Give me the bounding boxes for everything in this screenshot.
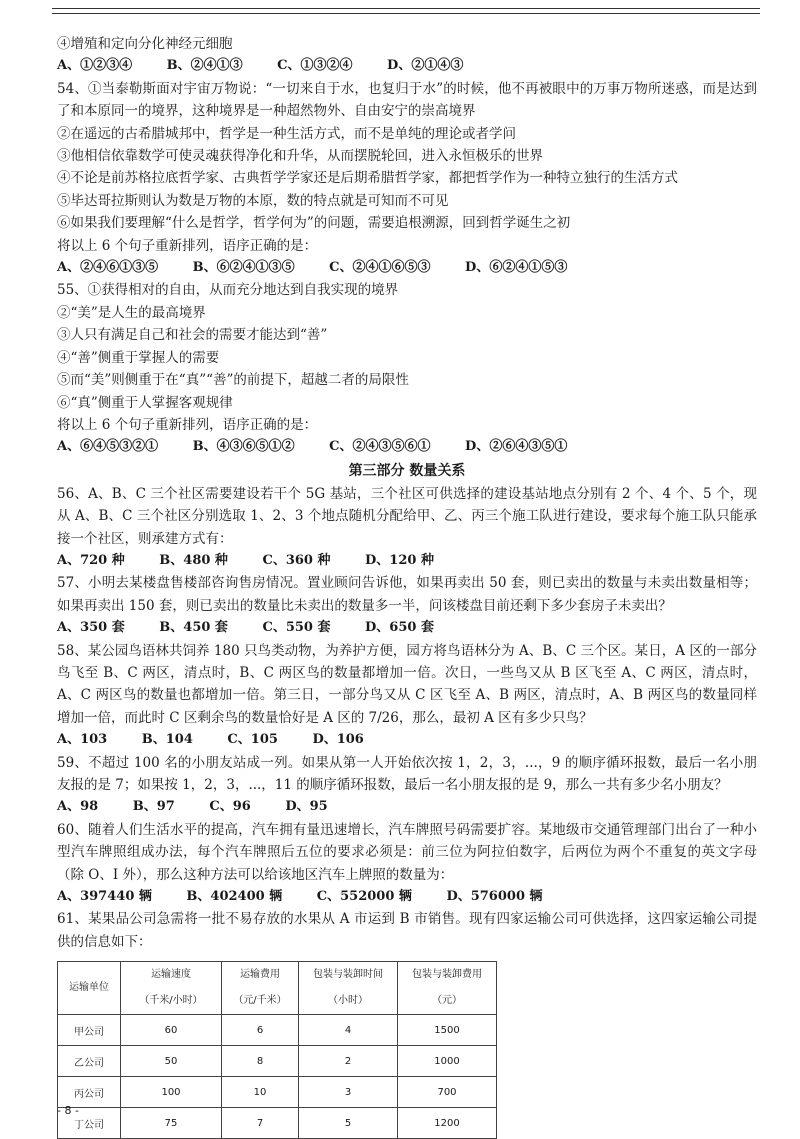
header-cell: 包装与装卸时间 （小时） bbox=[299, 962, 398, 1015]
q55-line-4: ④“善”侧重于掌握人的需要 bbox=[57, 349, 220, 366]
q59-options bbox=[57, 796, 757, 818]
option-c: C、552000 辆 bbox=[316, 889, 412, 905]
q55-line-3: ③人只有满足自己和社会的需要才能达到“善” bbox=[57, 327, 328, 344]
q60-text: 60、随着人们生活水平的提高，汽车拥有量迅速增长，汽车牌照号码需要扩容。某地级市交通管理部门出台了一种小型汽车牌照组成办法，每个汽车牌照后五位的要求必须是：前三位为阿拉伯数字，后两位为两个不重复的英文字母（除 O、I 外），那么这种方法可以给该地区汽车上牌照的数量为： bbox=[57, 821, 757, 883]
table-header-row bbox=[58, 962, 497, 1015]
q55-line-1: 55、①获得相对的自由，从而充分地达到自我实现的境界 bbox=[57, 282, 399, 299]
option-a: A、397440 辆 bbox=[57, 889, 152, 905]
option-b: B、450 套 bbox=[159, 620, 228, 636]
q57-options bbox=[57, 617, 757, 639]
q55-line-5: ⑤而“美”则侧重于在“真”“善”的前提下，超越二者的局限性 bbox=[57, 372, 409, 389]
transport-table bbox=[57, 961, 497, 1139]
option-a: A、⑥④⑤③②① bbox=[57, 439, 159, 455]
carry-over-options bbox=[57, 55, 757, 77]
table-cell: 丁公司 bbox=[58, 1108, 121, 1139]
option-b: B、⑥②④①③⑤ bbox=[192, 260, 295, 276]
q54-line-1: 54、①当泰勒斯面对宇宙万物说：“一切来自于水，也复归于水”的时候，他不再被眼中的万事万物所迷惑，而是达到了和本原同一的境界，这种境界是一种超然物外、自由安宁的崇高境界 bbox=[57, 80, 757, 120]
option-c: C、550 套 bbox=[262, 620, 331, 636]
table-cell: 10 bbox=[222, 1077, 299, 1108]
header-rule bbox=[52, 8, 760, 14]
table-cell: 100 bbox=[121, 1077, 222, 1108]
option-d: D、120 种 bbox=[365, 552, 434, 568]
table-cell: 2 bbox=[299, 1046, 398, 1077]
header-cell: 包装与装卸费用 （元） bbox=[398, 962, 497, 1015]
table-cell: 1500 bbox=[398, 1015, 497, 1046]
section-title: 第三部分 数量关系 bbox=[348, 462, 466, 479]
q58-text: 58、某公园鸟语林共饲养 180 只鸟类动物，为养护方便，园方将鸟语林分为 A、B、C 三个区。某日，A 区的一部分鸟飞至 B、C 两区，清点时，B、C 两区鸟的数量都增加一倍。次日，一些鸟又从 B 区飞至 A、C 两区，清点时，A、C 两区鸟的数量也都增加一倍。第三日，一部分鸟又从 C 区飞至 A、B 两区，清点时，A、B 两区鸟的数量同样增加一倍，而此时 C 区剩余鸟的数量恰好是 A 区的 7/26，那么，最初 A 区有多少只鸟？ bbox=[57, 642, 757, 726]
table-cell: 5 bbox=[299, 1108, 398, 1139]
option-d: D、576000 辆 bbox=[446, 889, 543, 905]
option-b: B、402400 辆 bbox=[186, 889, 283, 905]
page-number: - 8 - bbox=[57, 1104, 79, 1117]
option-d: D、650 套 bbox=[365, 620, 434, 636]
q55-line-6: ⑥“真”侧重于人掌握客观规律 bbox=[57, 394, 233, 411]
table-cell: 1200 bbox=[398, 1108, 497, 1139]
option-c: C、360 种 bbox=[262, 552, 331, 568]
q54-line-2: ②在遥远的古希腊城邦中，哲学是一种生活方式，而不是单纯的理论或者学问 bbox=[57, 125, 516, 142]
option-b: B、480 种 bbox=[159, 552, 228, 568]
q54-prompt: 将以上 6 个句子重新排列，语序正确的是： bbox=[57, 237, 318, 254]
option-c: C、96 bbox=[209, 799, 251, 815]
table-cell: 4 bbox=[299, 1015, 398, 1046]
q61-text: 61、某果品公司急需将一批不易存放的水果从 A 市运到 B 市销售。现有四家运输公司可供选择，这四家运输公司提供的信息如下： bbox=[57, 911, 757, 950]
option-d: D、②⑥④③⑤① bbox=[465, 439, 568, 455]
table-cell: 7 bbox=[222, 1108, 299, 1139]
table-cell: 60 bbox=[121, 1015, 222, 1046]
carry-over-item4: ④增殖和定向分化神经元细胞 bbox=[57, 36, 233, 52]
table-cell: 700 bbox=[398, 1077, 497, 1108]
table-cell: 50 bbox=[121, 1046, 222, 1077]
option-c: C、①③②④ bbox=[277, 58, 353, 74]
option-d: D、⑥②④①⑤③ bbox=[465, 260, 568, 276]
option-b: B、②④①③ bbox=[166, 58, 243, 74]
header-cell: 运输单位 bbox=[58, 962, 121, 1015]
table-row bbox=[58, 1015, 497, 1046]
q54-line-6: ⑥如果我们要理解“什么是哲学，哲学何为”的问题，需要追根溯源，回到哲学诞生之初 bbox=[57, 215, 571, 232]
option-b: B、104 bbox=[141, 732, 193, 748]
table-cell: 3 bbox=[299, 1077, 398, 1108]
q54-options bbox=[57, 257, 757, 279]
table-row bbox=[58, 1046, 497, 1077]
q59-text: 59、不超过 100 名的小朋友站成一列。如果从第一人开始依次按 1，2，3，...，9 的顺序循环报数，最后一名小朋友报的是 7；如果按 1，2，3，...，11 的顺序循环报数，最后一名小朋友报的是 9，那么一共有多少名小朋友？ bbox=[57, 754, 757, 793]
table-row bbox=[58, 1108, 497, 1139]
q55-options bbox=[57, 436, 757, 458]
table-cell: 丙公司 bbox=[58, 1077, 121, 1108]
q57-text: 57、小明去某楼盘售楼部咨询售房情况。置业顾问告诉他，如果再卖出 50 套，则已卖出的数量与未卖出数量相等；如果再卖出 150 套，则已卖出的数量比未卖出的数量多一半，问该楼盘目前还剩下多少套房子未卖出？ bbox=[57, 575, 757, 614]
option-a: A、②④⑥①③⑤ bbox=[57, 260, 159, 276]
option-a: A、①②③④ bbox=[57, 58, 133, 74]
table-cell: 甲公司 bbox=[58, 1015, 121, 1046]
q56-text: 56、A、B、C 三个社区需要建设若干个 5G 基站，三个社区可供选择的建设基站地点分别有 2 个、4 个、5 个，现从 A、B、C 三个社区分别选取 1、2、3 个地点随机分配给甲、乙、丙三个施工队进行建设，要求每个施工队只能承接一个社区，则承建方式有： bbox=[57, 485, 757, 547]
table-cell: 乙公司 bbox=[58, 1046, 121, 1077]
option-c: C、②④③⑤⑥① bbox=[329, 439, 431, 455]
q56-options bbox=[57, 550, 757, 572]
q55-prompt: 将以上 6 个句子重新排列，语序正确的是： bbox=[57, 416, 318, 433]
q54-line-5: ⑤毕达哥拉斯则认为数是万物的本原，数的特点就是可知而不可见 bbox=[57, 192, 449, 209]
option-d: D、②①④③ bbox=[387, 58, 464, 74]
q60-options bbox=[57, 886, 757, 908]
table-cell: 8 bbox=[222, 1046, 299, 1077]
page-content bbox=[57, 33, 757, 1139]
option-d: D、106 bbox=[312, 732, 364, 748]
header-cell: 运输速度 （千米/小时） bbox=[121, 962, 222, 1015]
table-cell: 75 bbox=[121, 1108, 222, 1139]
q54-line-3: ③他相信依靠数学可使灵魂获得净化和升华，从而摆脱轮回，进入永恒极乐的世界 bbox=[57, 148, 543, 165]
q58-options bbox=[57, 729, 757, 751]
option-a: A、103 bbox=[57, 732, 108, 748]
option-b: B、④③⑥⑤①② bbox=[192, 439, 295, 455]
q55-line-2: ②“美”是人生的最高境界 bbox=[57, 304, 206, 321]
option-d: D、95 bbox=[285, 799, 328, 815]
header-cell: 运输费用 （元/千米） bbox=[222, 962, 299, 1015]
option-c: C、②④①⑥⑤③ bbox=[329, 260, 431, 276]
table-cell: 6 bbox=[222, 1015, 299, 1046]
q54-line-4: ④不论是前苏格拉底哲学家、古典哲学学家还是后期希腊哲学家，都把哲学作为一种特立独行的生活方式 bbox=[57, 170, 678, 187]
option-b: B、97 bbox=[132, 799, 175, 815]
option-a: A、720 种 bbox=[57, 552, 125, 568]
option-c: C、105 bbox=[227, 732, 278, 748]
table-cell: 1000 bbox=[398, 1046, 497, 1077]
table-row bbox=[58, 1077, 497, 1108]
option-a: A、350 套 bbox=[57, 620, 125, 636]
option-a: A、98 bbox=[57, 799, 99, 815]
